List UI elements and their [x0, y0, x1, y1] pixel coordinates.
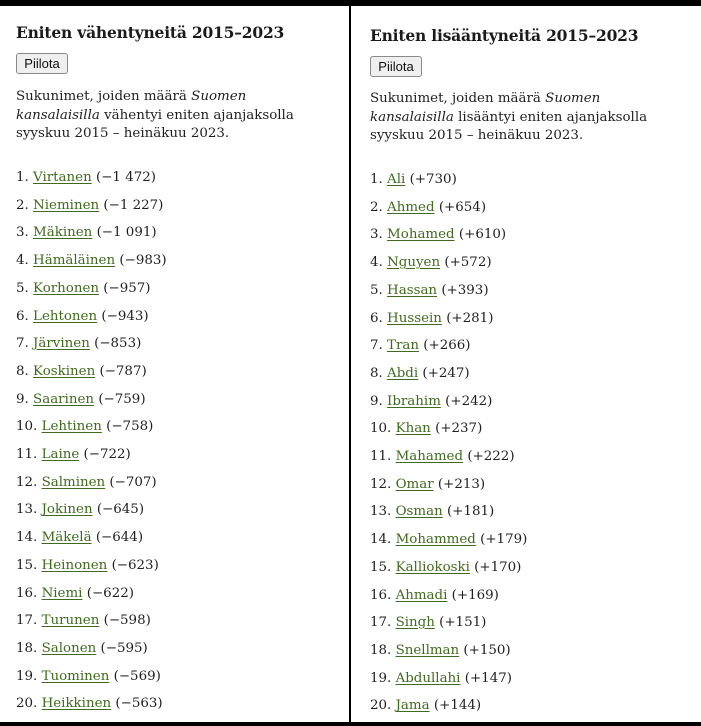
list-item	[16, 169, 156, 187]
item-rank: 16.	[16, 585, 38, 601]
item-change: (−595)	[100, 640, 148, 656]
decreased-panel-title: Eniten vähentyneitä 2015–2023	[16, 23, 285, 42]
list-item	[16, 668, 161, 686]
item-change: (+572)	[444, 255, 492, 271]
list-item	[370, 587, 499, 605]
surname-link[interactable]: Heinonen	[41, 557, 108, 573]
list-item	[16, 585, 134, 603]
item-rank: 9.	[16, 391, 29, 407]
item-rank: 19.	[370, 670, 392, 686]
item-change: (−598)	[103, 613, 151, 629]
list-item	[370, 282, 489, 300]
surname-link[interactable]: Ali	[387, 172, 406, 187]
item-change: (+237)	[435, 421, 483, 437]
item-rank: 15.	[16, 557, 38, 573]
item-change: (+144)	[433, 698, 482, 714]
decreased-description	[16, 88, 334, 144]
list-item	[370, 199, 486, 217]
list-item	[370, 337, 471, 355]
surname-link[interactable]: Snellman	[395, 642, 460, 658]
surname-link[interactable]: Heikkinen	[41, 696, 112, 712]
item-change: (+266)	[423, 338, 471, 354]
item-change: (−569)	[113, 668, 161, 684]
list-item	[370, 226, 506, 244]
item-change: (−707)	[109, 474, 157, 490]
increased-description	[370, 90, 688, 146]
item-change: (−1 227)	[103, 197, 164, 213]
item-rank: 18.	[370, 642, 392, 658]
list-item	[16, 474, 157, 492]
list-item	[16, 612, 151, 630]
column-divider	[349, 6, 351, 722]
item-rank: 20.	[370, 698, 392, 714]
item-change: (−957)	[103, 280, 151, 296]
item-rank: 6.	[16, 308, 29, 324]
surname-link[interactable]: Laine	[41, 447, 80, 462]
item-rank: 5.	[16, 280, 29, 296]
list-item	[370, 365, 470, 383]
list-item	[370, 254, 492, 272]
item-rank: 4.	[16, 253, 29, 269]
list-item	[370, 420, 482, 438]
list-item	[16, 197, 163, 215]
list-item	[16, 280, 151, 298]
item-change: (−759)	[98, 391, 146, 407]
list-item	[370, 614, 486, 632]
item-rank: 19.	[16, 668, 38, 684]
item-change: (+730)	[409, 172, 457, 187]
decreased-description-emphasis: Suomen kansalaisilla	[16, 89, 247, 123]
item-rank: 14.	[370, 532, 392, 548]
item-rank: 10.	[370, 421, 392, 437]
increased-description-part: lisääntyi eniten ajanjaksolla syyskuu 2015 – heinäkuu 2023.	[370, 109, 648, 143]
hide-decreased-button[interactable]: Piilota	[16, 53, 68, 74]
item-change: (−1 472)	[95, 170, 156, 185]
item-change: (+393)	[441, 282, 489, 298]
list-item	[370, 697, 481, 715]
surname-link[interactable]: Omar	[395, 476, 434, 492]
list-item	[16, 501, 144, 519]
list-item	[16, 446, 131, 464]
surname-link[interactable]: Mohamed	[387, 227, 455, 243]
list-item	[16, 640, 148, 658]
item-change: (+169)	[451, 587, 499, 603]
item-rank: 8.	[370, 365, 383, 381]
item-rank: 9.	[370, 393, 383, 409]
item-change: (−1 091)	[96, 225, 157, 241]
item-rank: 2.	[16, 197, 29, 213]
list-item	[370, 476, 485, 494]
surname-link[interactable]: Salminen	[41, 474, 106, 490]
item-rank: 6.	[370, 310, 383, 326]
list-item	[16, 557, 159, 575]
list-item	[370, 531, 527, 549]
item-change: (−644)	[95, 530, 144, 546]
page-content	[0, 6, 701, 722]
surname-link[interactable]: Mäkinen	[33, 225, 93, 241]
surname-link[interactable]: Niemi	[41, 585, 83, 601]
surname-link[interactable]: Hassan	[387, 282, 438, 298]
item-change: (+654)	[438, 199, 487, 215]
list-item	[370, 670, 512, 688]
surname-link[interactable]: Ahmadi	[395, 587, 448, 603]
surname-link[interactable]: Osman	[395, 504, 443, 520]
item-change: (−758)	[106, 419, 154, 435]
item-rank: 12.	[370, 476, 392, 492]
list-item	[16, 363, 147, 381]
item-rank: 8.	[16, 363, 29, 379]
decreased-description-part: Sukunimet, joiden määrä	[16, 89, 192, 104]
surname-link[interactable]: Tran	[387, 338, 419, 354]
surname-link[interactable]: Kalliokoski	[395, 559, 470, 575]
item-rank: 18.	[16, 640, 38, 656]
item-change: (−563)	[115, 696, 163, 712]
item-change: (−622)	[86, 585, 134, 601]
item-change: (−983)	[119, 253, 167, 269]
surname-link[interactable]: Lehtonen	[33, 308, 98, 324]
hide-increased-button[interactable]: Piilota	[370, 56, 422, 77]
increased-description-emphasis: Suomen kansalaisilla	[370, 91, 601, 125]
list-item	[370, 642, 511, 660]
surname-link[interactable]: Abdullahi	[395, 670, 461, 686]
list-item	[16, 308, 149, 326]
decreased-description-part: vähentyi eniten ajanjaksolla syyskuu 2015 – heinäkuu 2023.	[16, 107, 294, 141]
surname-link[interactable]: Mäkelä	[41, 530, 92, 546]
item-rank: 4.	[370, 255, 383, 271]
item-change: (+150)	[463, 642, 511, 658]
item-change: (+247)	[422, 365, 470, 381]
item-rank: 3.	[16, 225, 29, 241]
surname-link[interactable]: Abdi	[387, 365, 419, 381]
surname-link[interactable]: Jokinen	[41, 502, 93, 518]
item-rank: 5.	[370, 282, 383, 298]
surname-link[interactable]: Lehtinen	[41, 419, 102, 435]
item-change: (+242)	[445, 393, 493, 409]
item-rank: 14.	[16, 530, 38, 546]
list-item	[370, 503, 494, 521]
item-change: (+179)	[480, 532, 528, 548]
item-rank: 20.	[16, 696, 38, 712]
item-rank: 12.	[16, 474, 38, 490]
list-item	[370, 559, 521, 577]
item-change: (+281)	[446, 310, 494, 326]
item-change: (−943)	[101, 308, 149, 324]
list-item	[16, 224, 157, 242]
list-item	[16, 529, 143, 547]
list-item	[370, 171, 457, 189]
surname-link[interactable]: Khan	[395, 421, 431, 437]
item-rank: 1.	[16, 170, 29, 185]
list-item	[16, 335, 141, 353]
surname-link[interactable]: Hämäläinen	[33, 253, 116, 269]
surname-link[interactable]: Mahamed	[395, 449, 464, 464]
surname-link[interactable]: Salonen	[41, 640, 97, 656]
list-item	[16, 418, 153, 436]
list-item	[16, 391, 146, 409]
item-change: (+170)	[474, 559, 522, 575]
surname-link[interactable]: Virtanen	[33, 170, 92, 185]
surname-link[interactable]: Saarinen	[33, 391, 95, 407]
surname-link[interactable]: Nieminen	[33, 197, 100, 213]
list-item	[16, 252, 167, 270]
item-change: (+147)	[464, 670, 512, 686]
surname-link[interactable]: Mohammed	[395, 532, 476, 548]
surname-link[interactable]: Hussein	[387, 310, 442, 326]
item-rank: 16.	[370, 587, 392, 603]
item-change: (−645)	[96, 502, 145, 518]
increased-panel-title: Eniten lisääntyneitä 2015–2023	[370, 26, 639, 45]
item-change: (+181)	[446, 504, 495, 520]
list-item	[370, 310, 493, 328]
item-change: (+213)	[437, 476, 486, 492]
item-rank: 17.	[16, 613, 38, 629]
surname-link[interactable]: Tuominen	[41, 668, 110, 684]
item-rank: 7.	[370, 338, 383, 354]
item-rank: 11.	[16, 447, 38, 462]
list-item	[370, 448, 515, 466]
list-item	[16, 695, 163, 713]
item-rank: 1.	[370, 172, 383, 187]
item-rank: 17.	[370, 615, 392, 631]
increased-description-part: Sukunimet, joiden määrä	[370, 91, 546, 106]
surname-link[interactable]: Koskinen	[33, 363, 96, 379]
item-rank: 3.	[370, 227, 383, 243]
surname-link[interactable]: Järvinen	[33, 336, 90, 352]
item-change: (+222)	[467, 449, 515, 464]
item-rank: 13.	[16, 502, 38, 518]
item-change: (+151)	[439, 615, 487, 631]
surname-link[interactable]: Ibrahim	[387, 393, 441, 409]
item-change: (−722)	[83, 447, 131, 462]
surname-link[interactable]: Nguyen	[387, 255, 441, 271]
item-rank: 15.	[370, 559, 392, 575]
surname-link[interactable]: Jama	[395, 698, 430, 714]
item-rank: 2.	[370, 199, 383, 215]
surname-link[interactable]: Korhonen	[33, 280, 100, 296]
item-rank: 13.	[370, 504, 392, 520]
item-rank: 11.	[370, 449, 392, 464]
item-change: (−787)	[99, 363, 147, 379]
item-change: (−623)	[111, 557, 159, 573]
item-change: (+610)	[458, 227, 507, 243]
list-item	[370, 393, 492, 411]
item-rank: 10.	[16, 419, 38, 435]
surname-link[interactable]: Ahmed	[387, 199, 435, 215]
surname-link[interactable]: Turunen	[41, 613, 100, 629]
surname-link[interactable]: Singh	[395, 615, 435, 631]
item-rank: 7.	[16, 336, 29, 352]
item-change: (−853)	[94, 336, 142, 352]
